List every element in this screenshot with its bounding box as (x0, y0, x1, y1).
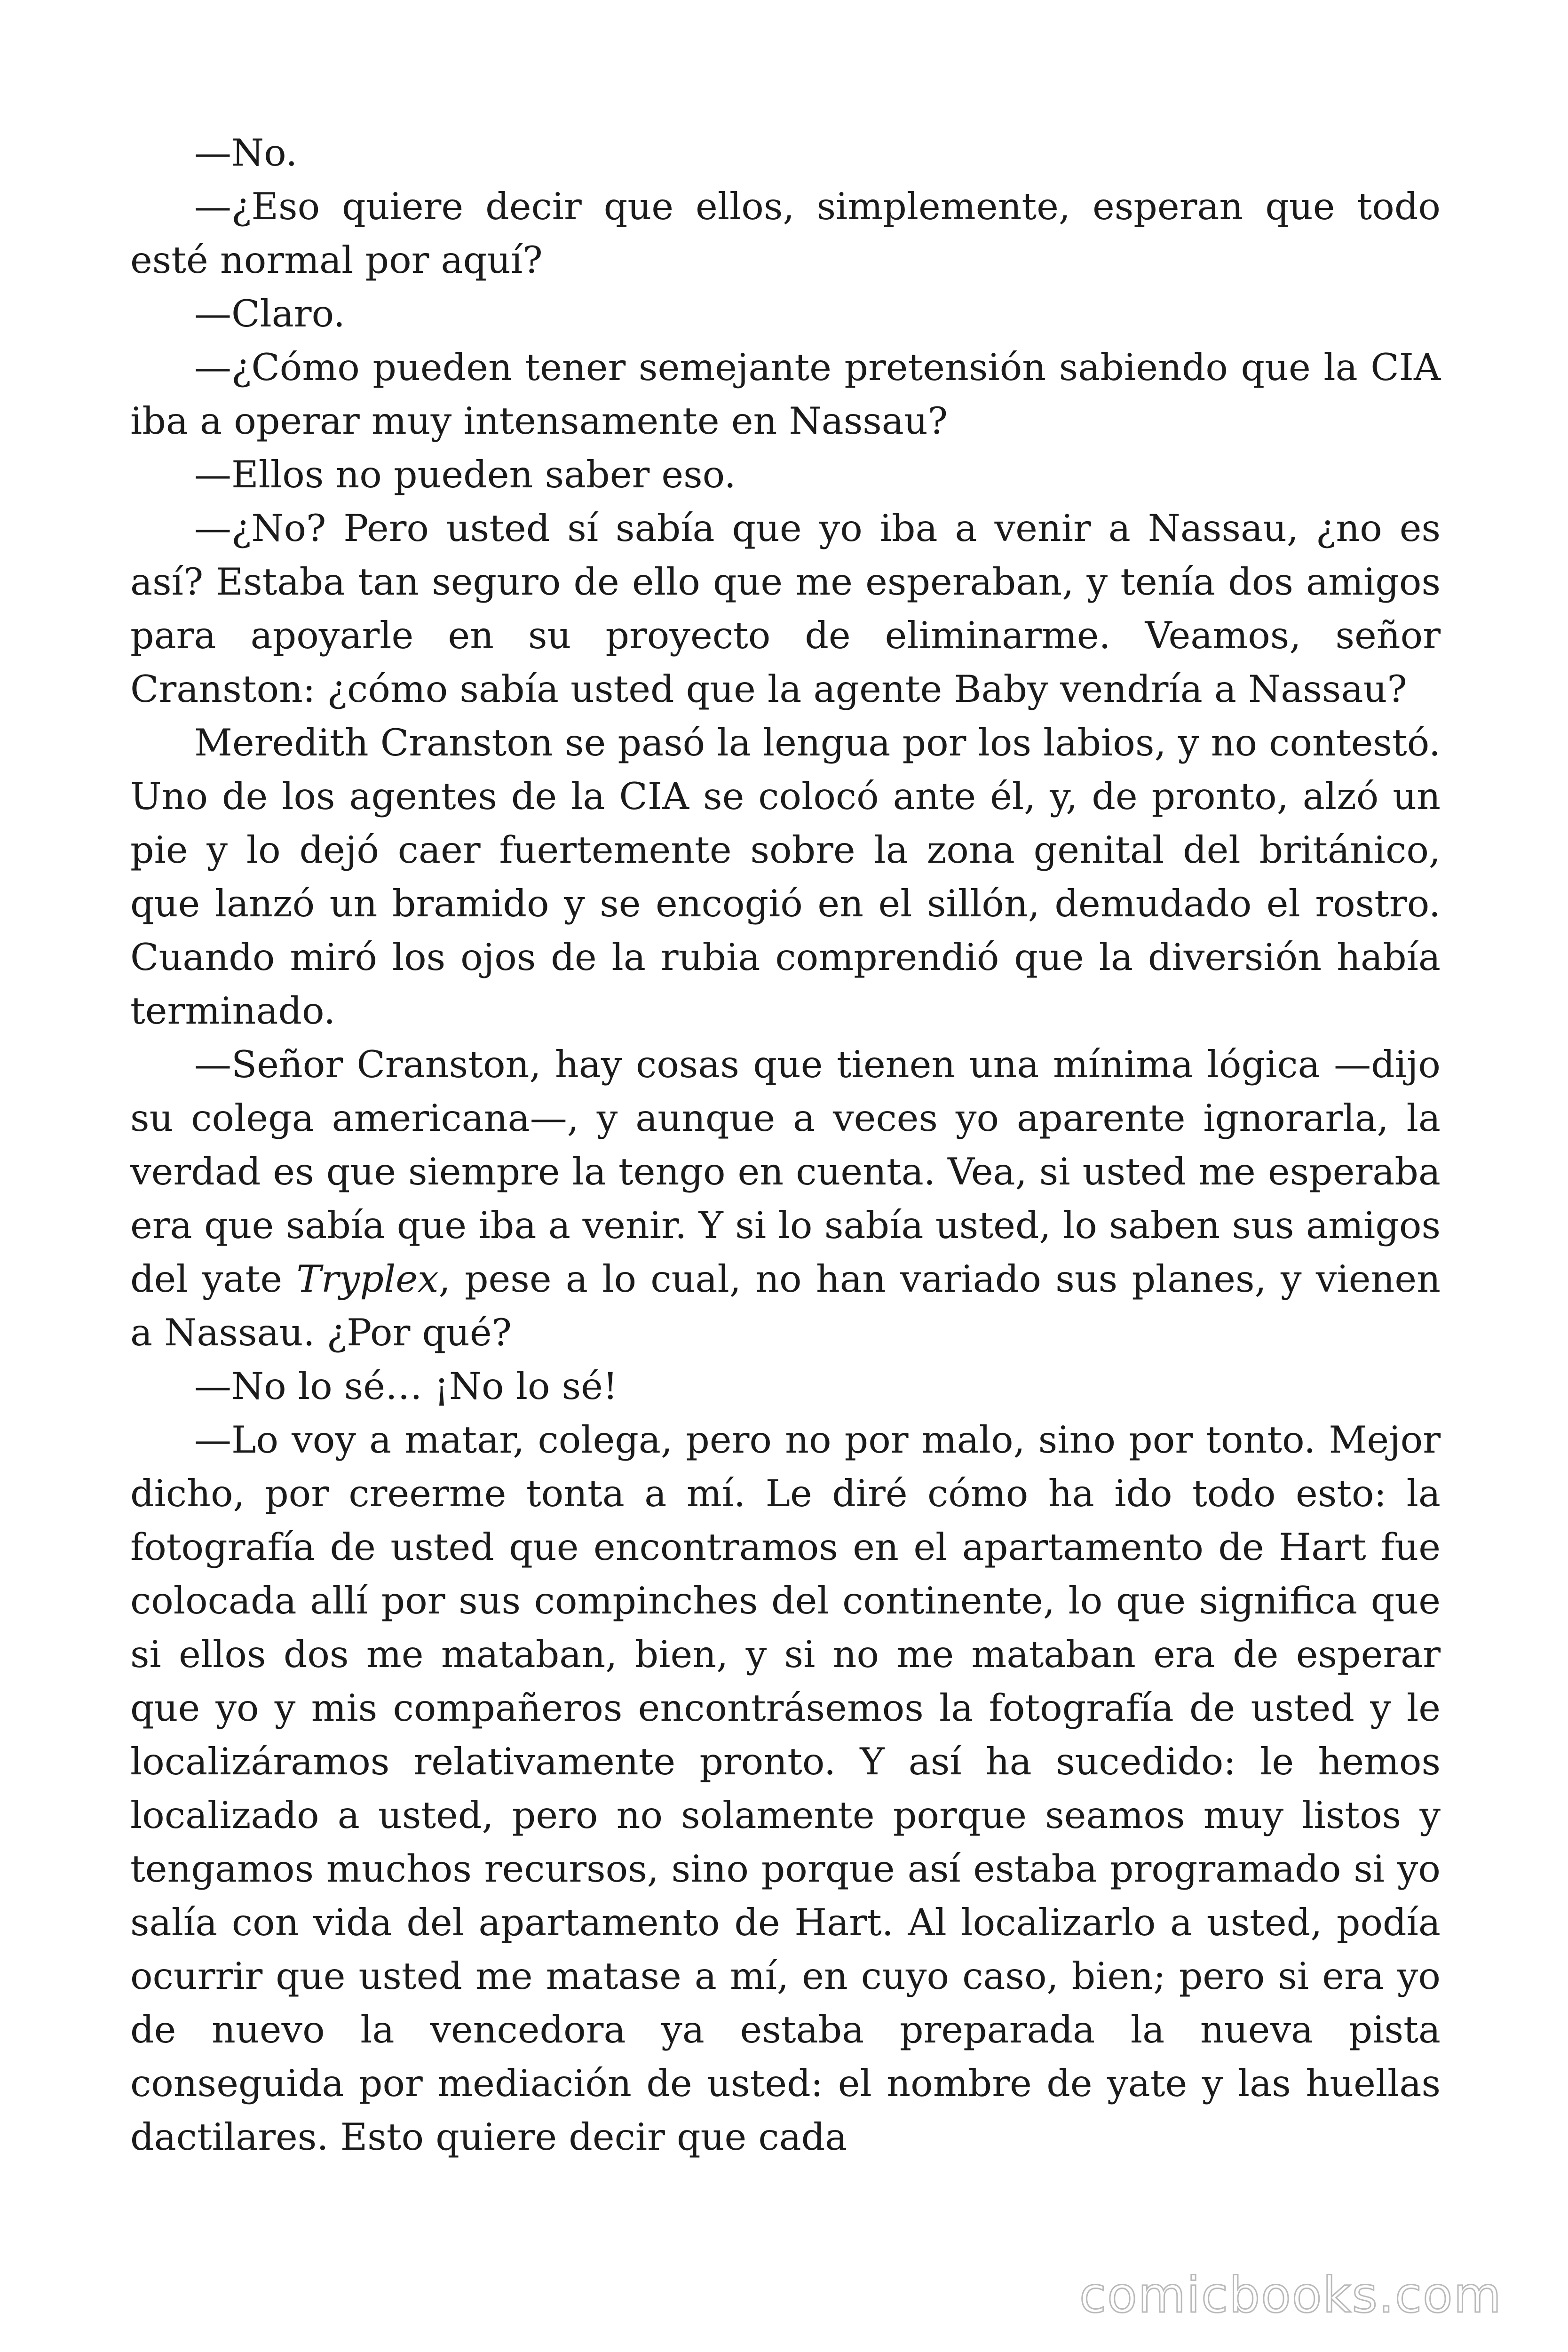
italic-ship-name: Tryplex (296, 1257, 439, 1301)
text-run: —No. (194, 131, 298, 175)
paragraph (130, 287, 1441, 341)
text-run: —Señor Cranston, hay cosas que tienen una mínima lógica —dijo su colega americana—, y aunque a veces yo aparente ignorarla, la verdad es que siempre la tengo en cuenta. Vea, si usted me esperaba era que sabía que iba a venir. Y si lo sabía usted, lo saben sus amigos del yate (130, 1043, 1441, 1301)
text-run: —Ellos no pueden saber eso. (194, 453, 736, 496)
paragraph (130, 716, 1441, 1038)
paragraph (130, 448, 1441, 501)
paragraph (130, 341, 1441, 448)
paragraph (130, 501, 1441, 716)
text-run: —No lo sé… ¡No lo sé! (194, 1365, 618, 1408)
text-run: , pese a lo cual, no han variado sus planes, y vienen a Nassau. ¿Por qué? (130, 1257, 1441, 1354)
text-run: —¿Cómo pueden tener semejante pretensión sabiendo que la CIA iba a operar muy intensamente en Nassau? (130, 346, 1441, 443)
text-run: Meredith Cranston se pasó la lengua por los labios, y no contestó. Uno de los agentes de la CIA se colocó ante él, y, de pronto, alzó un pie y lo dejó caer fuertemente sobre la zona genital del británico, que lanzó un bramido y se encogió en el sillón, demudado el rostro. Cuando miró los ojos de la rubia comprendió que la diversión había terminado. (130, 721, 1441, 1033)
text-run: —¿No? Pero usted sí sabía que yo iba a venir a Nassau, ¿no es así? Estaba tan seguro de ello que me esperaban, y tenía dos amigos para apoyarle en su proyecto de eliminarme. Veamos, señor Cranston: ¿cómo sabía usted que la agente Baby vendría a Nassau? (130, 507, 1441, 711)
paragraph (130, 1359, 1441, 1413)
paragraph (130, 126, 1441, 180)
paragraph (130, 1413, 1441, 2164)
watermark: comicbooks.com (1079, 2266, 1502, 2324)
text-run: —¿Eso quiere decir que ellos, simplemente, esperan que todo esté normal por aquí? (130, 185, 1441, 282)
text-run: —Claro. (194, 292, 345, 335)
paragraph (130, 1038, 1441, 1359)
body-text (130, 126, 1441, 2164)
paragraph (130, 180, 1441, 287)
text-run: —Lo voy a matar, colega, pero no por malo, sino por tonto. Mejor dicho, por creerme tonta a mí. Le diré cómo ha ido todo esto: la fotografía de usted que encontramos en el apartamento de Hart fue colocada allí por sus compinches del continente, lo que significa que si ellos dos me mataban, bien, y si no me mataban era de esperar que yo y mis compañeros encontrásemos la fotografía de usted y le localizáramos relativamente pronto. Y así ha sucedido: le hemos localizado a usted, pero no solamente porque seamos muy listos y tengamos muchos recursos, sino porque así estaba programado si yo salía con vida del apartamento de Hart. Al localizarlo a usted, podía ocurrir que usted me matase a mí, en cuyo caso, bien; pero si era yo de nuevo la vencedora ya estaba preparada la nueva pista conseguida por mediación de usted: el nombre de yate y las huellas dactilares. Esto quiere decir que cada (130, 1418, 1441, 2159)
